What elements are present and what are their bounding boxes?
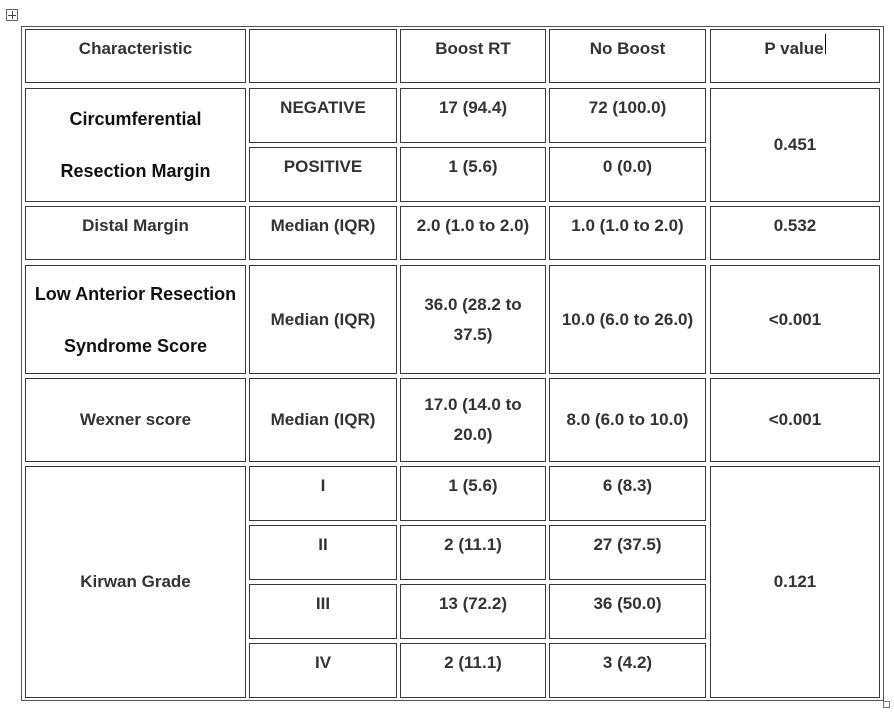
lars-label-cell[interactable] [25,265,246,374]
crm-p-value[interactable]: 0.451 [710,88,880,202]
kirwan-level-i[interactable]: I [249,466,397,521]
kirwan-ii-boost[interactable]: 2 (11.1) [400,525,546,580]
crm-label-cell[interactable] [25,88,246,202]
header-blank[interactable] [249,29,397,83]
wexner-boost-line2: 20.0) [453,425,493,444]
lars-noboost[interactable]: 10.0 (6.0 to 26.0) [549,265,706,374]
kirwan-level-ii[interactable]: II [249,525,397,580]
wexner-label[interactable]: Wexner score [25,378,246,462]
kirwan-iii-boost[interactable]: 13 (72.2) [400,584,546,639]
kirwan-ii-noboost[interactable]: 27 (37.5) [549,525,706,580]
kirwan-iii-noboost[interactable]: 36 (50.0) [549,584,706,639]
crm-positive-noboost[interactable]: 0 (0.0) [549,147,706,202]
table-move-handle-icon[interactable] [6,9,18,21]
crm-label-line2: Resection Margin [60,161,211,181]
lars-label-line2: Syndrome Score [63,335,208,356]
crm-negative-boost[interactable]: 17 (94.4) [400,88,546,143]
kirwan-p-value[interactable]: 0.121 [710,466,880,698]
kirwan-level-iii[interactable]: III [249,584,397,639]
kirwan-level-iv[interactable]: IV [249,643,397,698]
distal-p-value[interactable]: 0.532 [710,206,880,260]
wexner-boost-cell[interactable] [400,378,546,462]
crm-level-positive[interactable]: POSITIVE [249,147,397,202]
header-no-boost[interactable]: No Boost [549,29,706,83]
distal-noboost[interactable]: 1.0 (1.0 to 2.0) [549,206,706,260]
distal-stat[interactable]: Median (IQR) [249,206,397,260]
lars-stat[interactable]: Median (IQR) [249,265,397,374]
kirwan-iv-noboost[interactable]: 3 (4.2) [549,643,706,698]
lars-p-value[interactable]: <0.001 [710,265,880,374]
header-p-value-text: P value [764,39,824,58]
header-boost-rt[interactable]: Boost RT [400,29,546,83]
lars-label-line1: Low Anterior Resection [34,283,237,304]
distal-label[interactable]: Distal Margin [25,206,246,260]
wexner-p-value[interactable]: <0.001 [710,378,880,462]
lars-boost-cell[interactable] [400,265,546,374]
table-resize-handle[interactable] [883,701,890,708]
crm-positive-boost[interactable]: 1 (5.6) [400,147,546,202]
header-characteristic[interactable]: Characteristic [25,29,246,83]
crm-level-negative[interactable]: NEGATIVE [249,88,397,143]
wexner-noboost[interactable]: 8.0 (6.0 to 10.0) [549,378,706,462]
lars-boost-line2: 37.5) [453,324,493,344]
wexner-boost-line1: 17.0 (14.0 to [424,395,522,414]
kirwan-i-noboost[interactable]: 6 (8.3) [549,466,706,521]
crm-label-line1: Circumferential [69,109,202,129]
text-cursor [825,34,826,54]
crm-negative-noboost[interactable]: 72 (100.0) [549,88,706,143]
distal-boost[interactable]: 2.0 (1.0 to 2.0) [400,206,546,260]
kirwan-i-boost[interactable]: 1 (5.6) [400,466,546,521]
wexner-stat[interactable]: Median (IQR) [249,378,397,462]
kirwan-label[interactable]: Kirwan Grade [25,466,246,698]
header-p-value[interactable] [710,29,880,83]
kirwan-iv-boost[interactable]: 2 (11.1) [400,643,546,698]
lars-boost-line1: 36.0 (28.2 to [424,294,522,314]
